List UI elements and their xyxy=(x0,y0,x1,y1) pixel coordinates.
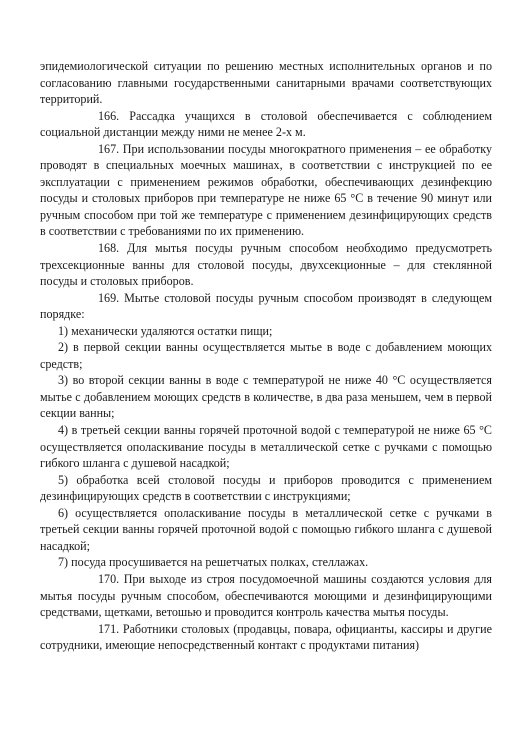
list-item-2: 2) в первой секции ванны осуществляется мытье в воде с добавлением моющих средств; xyxy=(40,340,492,371)
paragraph-168: 168. Для мытья посуды ручным способом необходимо предусмотреть трехсекционные ванны для столовой посуды, двухсекционные – для стеклянной посуды и столовых приборов. xyxy=(40,241,492,289)
paragraph-171: 171. Работники столовых (продавцы, повара, официанты, кассиры и другие сотрудники, имеющие непосредственный контакт с продуктами питания) xyxy=(40,621,492,653)
list-item-4: 4) в третьей секции ванны горячей проточной водой с температурой не ниже 65 °С осуществляется ополаскивание посуды в металлической сетке с ручками с помощью гибкого шланга с душевой насадкой; xyxy=(40,423,492,471)
list-item-3: 3) во второй секции ванны в воде с температурой не ниже 40 °С осуществляется мытье с добавлением моющих средств в количестве, в два раза меньшем, чем в первой секции ванны; xyxy=(40,373,492,421)
paragraph-170: 170. При выходе из строя посудомоечной машины создаются условия для мытья посуды ручным способом, обеспечиваются моющими и дезинфицирующими средствами, щетками, ветошью и проводится контроль качества мытья посуды. xyxy=(40,571,492,620)
document-page xyxy=(40,58,492,654)
list-item-7: 7) посуда просушивается на решетчатых полках, стеллажах. xyxy=(58,555,369,570)
paragraph-167: 167. При использовании посуды многократного применения – ее обработку проводят в специальных моечных машинах, в соответствии с инструкцией по ее эксплуатации с применением режимов обработки, обеспечивающих дезинфекцию посуды и столовых приборов при температуре не ниже 65 °С в течение 90 минут или ручным способом при той же температуре с применением дезинфицирующих средств в соответствии с требованиями по их применению. xyxy=(40,141,492,239)
list-item-1: 1) механически удаляются остатки пищи; xyxy=(58,323,273,338)
paragraph-166: 166. Рассадка учащихся в столовой обеспечивается с соблюдением социальной дистанции между ними не менее 2-х м. xyxy=(40,108,492,140)
list-item-5: 5) обработка всей столовой посуды и приборов проводится с применением дезинфицирующих средств в соответствии с инструкциями; xyxy=(40,472,492,504)
paragraph-continuation: эпидемиологической ситуации по решению местных исполнительных органов и по согласованию главными государственными санитарными врачами соответствующих территорий. xyxy=(40,59,492,107)
list-item-6: 6) осуществляется ополаскивание посуды в металлической сетке с ручками в третьей секции ванны горячей проточной водой с помощью гибкого шланга с душевой насадкой; xyxy=(40,505,492,553)
paragraph-169: 169. Мытье столовой посуды ручным способом производят в следующем порядке: xyxy=(40,290,492,322)
